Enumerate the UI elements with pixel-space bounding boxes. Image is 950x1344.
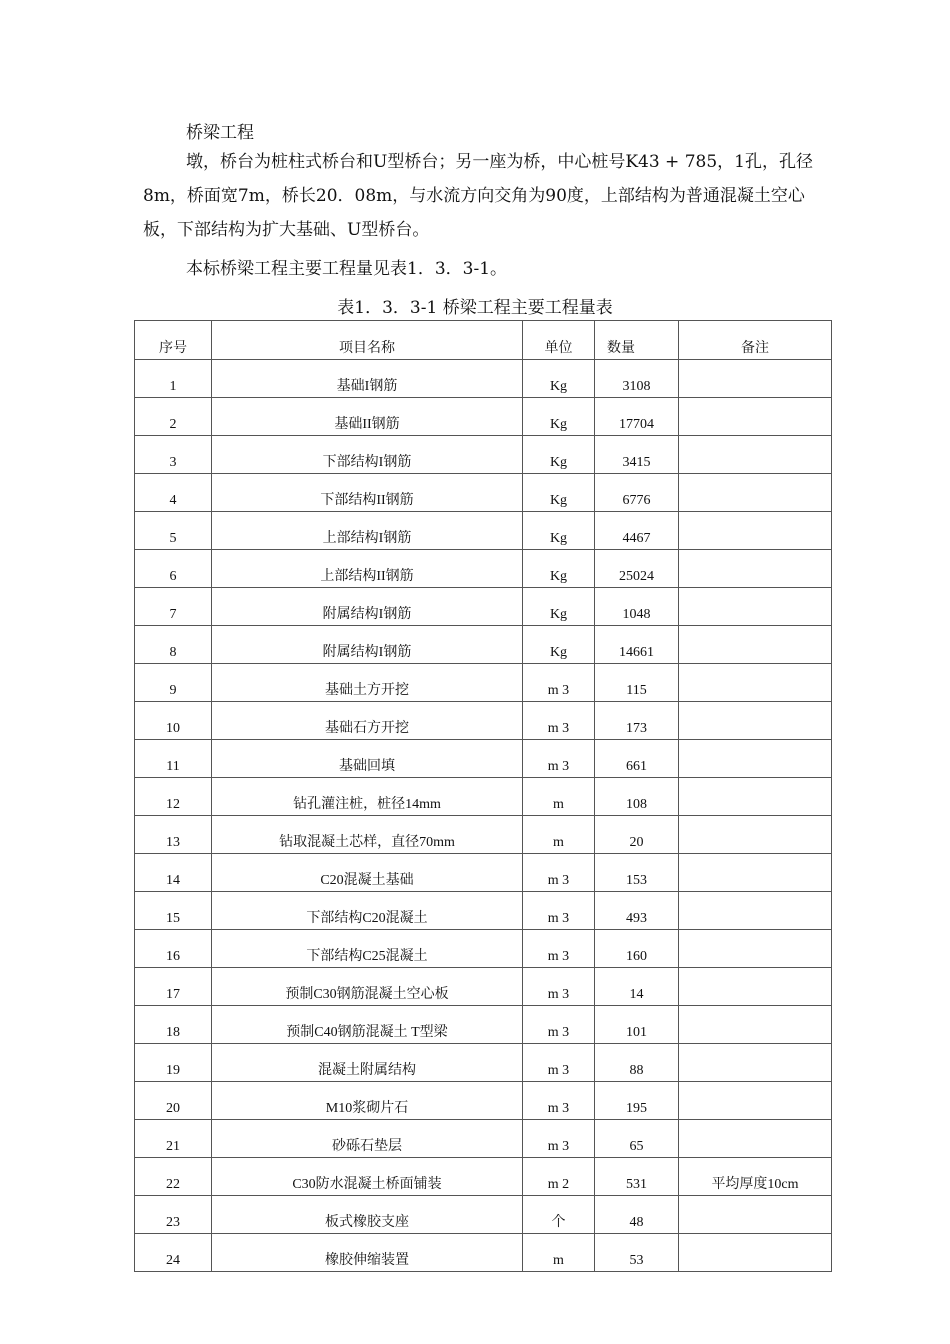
table-body (135, 360, 832, 1272)
cell-quantity: 48 (595, 1196, 679, 1234)
cell-seq: 18 (135, 1006, 212, 1044)
header-unit: 单位 (523, 321, 595, 360)
cell-unit: m 3 (523, 664, 595, 702)
cell-item-name: 混凝土附属结构 (212, 1044, 523, 1082)
cell-item-name: 基础II钢筋 (212, 398, 523, 436)
cell-item-name: C20混凝土基础 (212, 854, 523, 892)
cell-item-name: 板式橡胶支座 (212, 1196, 523, 1234)
table-row (135, 360, 832, 398)
header-remark: 备注 (679, 321, 832, 360)
table-row (135, 930, 832, 968)
header-quantity: 数量 (595, 321, 679, 360)
cell-remark (679, 550, 832, 588)
quantity-table (134, 320, 832, 1272)
cell-seq: 2 (135, 398, 212, 436)
cell-remark (679, 360, 832, 398)
cell-item-name: 基础石方开挖 (212, 702, 523, 740)
table-row (135, 1120, 832, 1158)
cell-unit: Kg (523, 512, 595, 550)
cell-item-name: 预制C30钢筋混凝土空心板 (212, 968, 523, 1006)
cell-seq: 15 (135, 892, 212, 930)
cell-seq: 21 (135, 1120, 212, 1158)
cell-seq: 19 (135, 1044, 212, 1082)
cell-quantity: 195 (595, 1082, 679, 1120)
cell-quantity: 14661 (595, 626, 679, 664)
cell-quantity: 531 (595, 1158, 679, 1196)
cell-remark (679, 702, 832, 740)
cell-remark (679, 854, 832, 892)
table-row (135, 1006, 832, 1044)
cell-remark (679, 664, 832, 702)
cell-quantity: 25024 (595, 550, 679, 588)
cell-item-name: 基础土方开挖 (212, 664, 523, 702)
cell-seq: 23 (135, 1196, 212, 1234)
table-row (135, 968, 832, 1006)
cell-remark (679, 398, 832, 436)
cell-remark (679, 1234, 832, 1272)
cell-seq: 17 (135, 968, 212, 1006)
cell-remark (679, 968, 832, 1006)
table-row (135, 1234, 832, 1272)
cell-unit: m 3 (523, 968, 595, 1006)
cell-remark (679, 1082, 832, 1120)
table-row (135, 398, 832, 436)
cell-seq: 7 (135, 588, 212, 626)
cell-unit: Kg (523, 436, 595, 474)
table-header-row (135, 321, 832, 360)
table-row (135, 436, 832, 474)
cell-unit: 个 (523, 1196, 595, 1234)
table-row (135, 1196, 832, 1234)
cell-seq: 13 (135, 816, 212, 854)
cell-quantity: 17704 (595, 398, 679, 436)
table-row (135, 702, 832, 740)
cell-item-name: 基础回填 (212, 740, 523, 778)
table-row (135, 892, 832, 930)
header-item-name: 项目名称 (212, 321, 523, 360)
cell-seq: 6 (135, 550, 212, 588)
cell-unit: m 3 (523, 702, 595, 740)
cell-seq: 16 (135, 930, 212, 968)
paragraph-bridge-description (143, 145, 823, 247)
table-row (135, 588, 832, 626)
cell-quantity: 160 (595, 930, 679, 968)
cell-unit: m 3 (523, 892, 595, 930)
cell-item-name: 基础I钢筋 (212, 360, 523, 398)
cell-unit: m 3 (523, 930, 595, 968)
cell-item-name: M10浆砌片石 (212, 1082, 523, 1120)
cell-seq: 4 (135, 474, 212, 512)
cell-item-name: 上部结构I钢筋 (212, 512, 523, 550)
cell-item-name: 砂砾石垫层 (212, 1120, 523, 1158)
cell-remark (679, 740, 832, 778)
cell-item-name: C30防水混凝土桥面铺装 (212, 1158, 523, 1196)
cell-remark (679, 436, 832, 474)
cell-item-name: 附属结构I钢筋 (212, 588, 523, 626)
table-row (135, 1044, 832, 1082)
table-row (135, 1158, 832, 1196)
cell-quantity: 101 (595, 1006, 679, 1044)
cell-remark (679, 1120, 832, 1158)
cell-quantity: 88 (595, 1044, 679, 1082)
cell-quantity: 108 (595, 778, 679, 816)
cell-seq: 5 (135, 512, 212, 550)
cell-unit: m 2 (523, 1158, 595, 1196)
cell-remark (679, 474, 832, 512)
cell-item-name: 上部结构II钢筋 (212, 550, 523, 588)
cell-unit: m 3 (523, 1082, 595, 1120)
cell-remark (679, 778, 832, 816)
cell-remark: 平均厚度10cm (679, 1158, 832, 1196)
cell-remark (679, 816, 832, 854)
cell-unit: Kg (523, 360, 595, 398)
cell-unit: m 3 (523, 740, 595, 778)
cell-quantity: 53 (595, 1234, 679, 1272)
cell-item-name: 附属结构I钢筋 (212, 626, 523, 664)
cell-remark (679, 626, 832, 664)
cell-unit: m 3 (523, 854, 595, 892)
table-row (135, 512, 832, 550)
cell-seq: 1 (135, 360, 212, 398)
cell-seq: 8 (135, 626, 212, 664)
cell-remark (679, 930, 832, 968)
cell-unit: Kg (523, 626, 595, 664)
cell-item-name: 预制C40钢筋混凝土 T型梁 (212, 1006, 523, 1044)
cell-seq: 9 (135, 664, 212, 702)
cell-unit: m (523, 778, 595, 816)
cell-seq: 14 (135, 854, 212, 892)
cell-seq: 24 (135, 1234, 212, 1272)
section-heading: 桥梁工程 (186, 123, 254, 143)
cell-remark (679, 512, 832, 550)
cell-quantity: 3415 (595, 436, 679, 474)
cell-item-name: 钻取混凝土芯样，直径70mm (212, 816, 523, 854)
cell-quantity: 493 (595, 892, 679, 930)
cell-unit: m (523, 1234, 595, 1272)
cell-quantity: 153 (595, 854, 679, 892)
cell-item-name: 下部结构C25混凝土 (212, 930, 523, 968)
cell-quantity: 115 (595, 664, 679, 702)
paragraph-bridge-description-text: 墩，桥台为桩柱式桥台和U型桥台；另一座为桥，中心桩号K43 + 785，1孔，孔径8m，桥面宽7m，桥长20．08m，与水流方向交角为90度，上部结构为普通混凝土空心板，下部结构为扩大基础、U型桥台。 (143, 152, 813, 240)
table-row (135, 1082, 832, 1120)
cell-quantity: 65 (595, 1120, 679, 1158)
cell-remark (679, 1196, 832, 1234)
cell-quantity: 14 (595, 968, 679, 1006)
cell-seq: 20 (135, 1082, 212, 1120)
cell-unit: Kg (523, 398, 595, 436)
cell-item-name: 下部结构C20混凝土 (212, 892, 523, 930)
cell-seq: 11 (135, 740, 212, 778)
cell-seq: 3 (135, 436, 212, 474)
cell-quantity: 20 (595, 816, 679, 854)
cell-item-name: 下部结构I钢筋 (212, 436, 523, 474)
cell-seq: 12 (135, 778, 212, 816)
header-seq: 序号 (135, 321, 212, 360)
table-caption: 表1．3．3-1 桥梁工程主要工程量表 (337, 298, 613, 318)
cell-unit: Kg (523, 588, 595, 626)
cell-quantity: 6776 (595, 474, 679, 512)
cell-unit: Kg (523, 474, 595, 512)
cell-item-name: 橡胶伸缩装置 (212, 1234, 523, 1272)
table-row (135, 626, 832, 664)
cell-unit: m 3 (523, 1006, 595, 1044)
cell-quantity: 173 (595, 702, 679, 740)
cell-seq: 22 (135, 1158, 212, 1196)
cell-unit: m 3 (523, 1120, 595, 1158)
cell-quantity: 3108 (595, 360, 679, 398)
table-row (135, 550, 832, 588)
cell-quantity: 4467 (595, 512, 679, 550)
table-row (135, 778, 832, 816)
table-row (135, 740, 832, 778)
cell-remark (679, 1044, 832, 1082)
table-row (135, 816, 832, 854)
cell-unit: m (523, 816, 595, 854)
table-row (135, 854, 832, 892)
cell-remark (679, 588, 832, 626)
cell-item-name: 下部结构II钢筋 (212, 474, 523, 512)
table-row (135, 664, 832, 702)
cell-unit: Kg (523, 550, 595, 588)
table-row (135, 474, 832, 512)
cell-unit: m 3 (523, 1044, 595, 1082)
cell-seq: 10 (135, 702, 212, 740)
cell-quantity: 661 (595, 740, 679, 778)
cell-quantity: 1048 (595, 588, 679, 626)
cell-item-name: 钻孔灌注桩，桩径14mm (212, 778, 523, 816)
cell-remark (679, 892, 832, 930)
paragraph-table-reference: 本标桥梁工程主要工程量见表1．3．3-1。 (186, 259, 508, 279)
cell-remark (679, 1006, 832, 1044)
